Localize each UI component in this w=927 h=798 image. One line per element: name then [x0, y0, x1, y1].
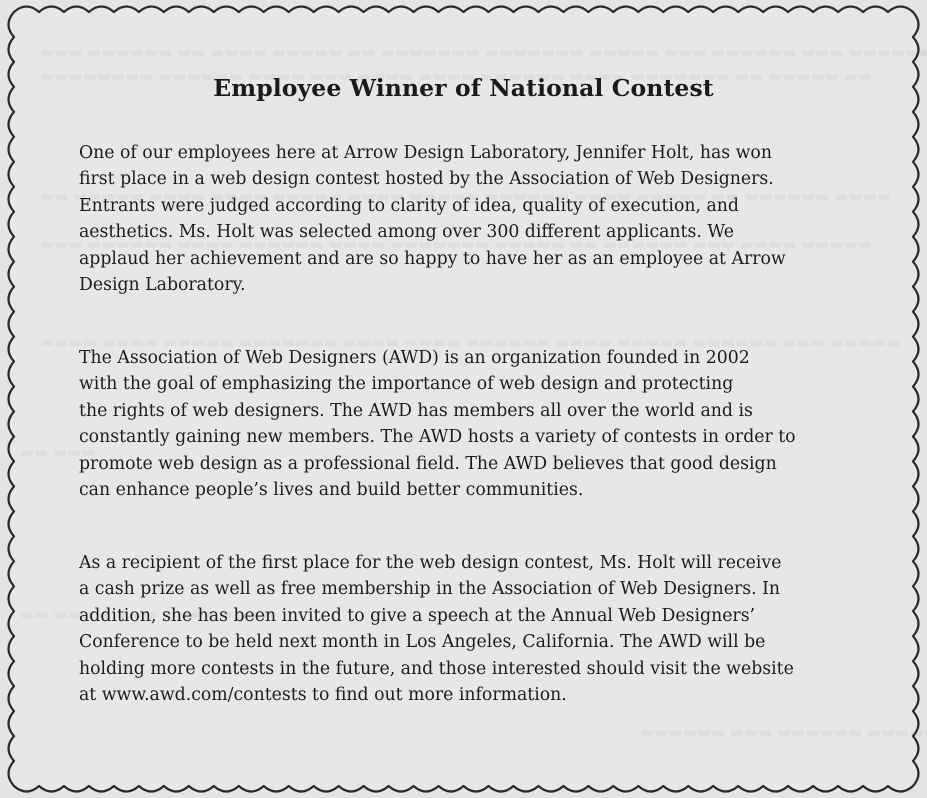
paragraph-line: can enhance people’s lives and build better communities.: [79, 480, 584, 501]
paragraph-line: at www.awd.com/contests to find out more information.: [79, 685, 567, 706]
paragraph-line: Entrants were judged according to clarity of idea, quality of execution, and: [79, 195, 739, 216]
paragraph-line: Conference to be held next month in Los Angeles, California. The AWD will be: [79, 632, 766, 653]
paragraph-line: with the goal of emphasizing the importance of web design and protecting: [79, 374, 734, 395]
paragraph-line: One of our employees here at Arrow Design Laboratory, Jennifer Holt, has won: [79, 143, 772, 163]
paragraph-line: constantly gaining new members. The AWD hosts a variety of contests in order to: [79, 427, 796, 448]
paragraph-line: holding more contests in the future, and those interested should visit the website: [79, 658, 794, 679]
paragraph-about-awd: [79, 345, 796, 503]
paragraph-line: a cash prize as well as free membership in the Association of Web Designers. In: [79, 579, 781, 600]
paragraph-line: As a recipient of the first place for the web design contest, Ms. Holt will receive: [79, 553, 782, 573]
paragraph-line: aesthetics. Ms. Holt was selected among over 300 different applicants. We: [79, 222, 734, 243]
paragraph-line: The Association of Web Designers (AWD) is an organization founded in 2002: [79, 348, 750, 368]
paragraph-line: applaud her achievement and are so happy to have her as an employee at Arrow: [79, 248, 786, 269]
paragraph-line: the rights of web designers. The AWD has members all over the world and is: [79, 400, 753, 421]
paragraph-line: addition, she has been invited to give a speech at the Annual Web Designers’: [79, 605, 756, 626]
paragraph-line: first place in a web design contest hosted by the Association of Web Designers.: [79, 169, 774, 190]
paragraph-prize-details: [79, 550, 794, 708]
paragraph-contest-win: [79, 140, 786, 298]
article-title: Employee Winner of National Contest: [213, 74, 714, 102]
paragraph-line: promote web design as a professional field. The AWD believes that good design: [79, 453, 777, 474]
paragraph-line: Design Laboratory.: [79, 275, 246, 296]
